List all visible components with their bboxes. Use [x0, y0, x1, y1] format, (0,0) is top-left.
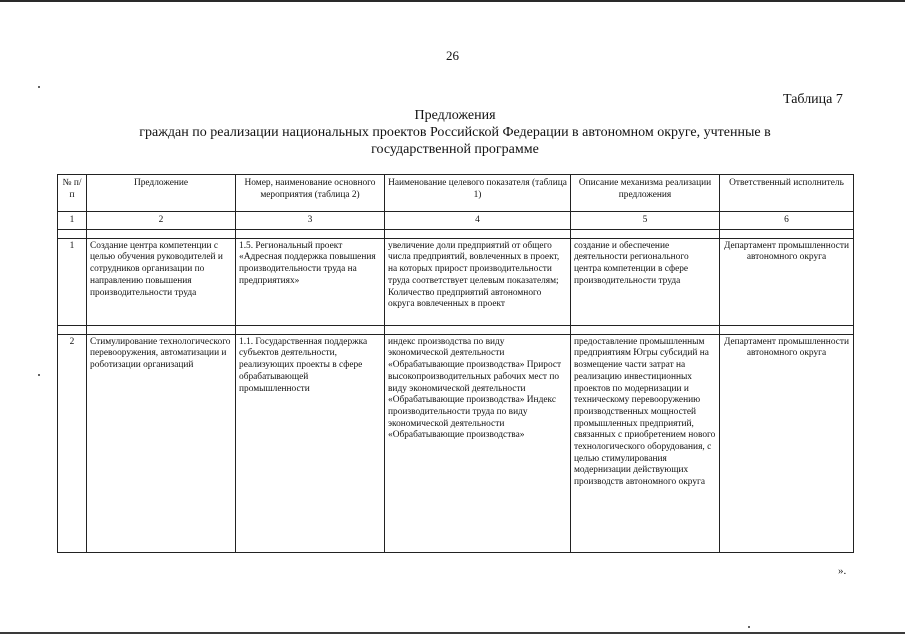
executor-cell: Департамент промышленности автономного округа	[720, 334, 854, 552]
row-number: 1	[58, 238, 87, 325]
activity-cell: 1.1. Государственная поддержка субъектов деятельности, реализующих проекты в сфере обрабатывающей промышленности	[236, 334, 385, 552]
column-number-row	[58, 212, 854, 230]
indicator-cell: увеличение доли предприятий от общего числа предприятий, вовлеченных в проект, на которых прирост производительности труда соответствует целевым показателям; Количество предприятий автономного округа вовлеченных в проект	[385, 238, 571, 325]
header-cell-number: № п/п	[58, 175, 87, 212]
header-cell-indicator: Наименование целевого показателя (таблица 1)	[385, 175, 571, 212]
column-number: 1	[58, 212, 87, 230]
document-heading	[95, 107, 815, 158]
column-number: 5	[571, 212, 720, 230]
scan-speck	[38, 374, 40, 376]
executor-cell: Департамент промышленности автономного округа	[720, 238, 854, 325]
table-row	[58, 334, 854, 552]
column-number: 4	[385, 212, 571, 230]
column-number: 2	[87, 212, 236, 230]
indicator-cell: индекс производства по виду экономической деятельности «Обрабатывающие производства» Прирост высокопроизводительных рабочих мест по виду экономической деятельности «Обрабатывающие производства» Индекс производительности труда по виду экономической деятельности «Обрабатывающие производства»	[385, 334, 571, 552]
page-number: 26	[446, 48, 459, 63]
row-separator	[58, 229, 854, 238]
header-cell-proposal: Предложение	[87, 175, 236, 212]
row-number: 2	[58, 334, 87, 552]
header-cell-executor: Ответственный исполнитель	[720, 175, 854, 212]
header-cell-mechanism: Описание механизма реализации предложения	[571, 175, 720, 212]
proposal-cell: Стимулирование технологического перевооружения, автоматизации и роботизации организаций	[87, 334, 236, 552]
proposals-table	[57, 174, 854, 553]
heading-line-2: граждан по реализации национальных проектов Российской Федерации в автономном округе, учтенные в	[139, 125, 771, 140]
activity-cell: 1.5. Региональный проект «Адресная поддержка повышения производительности труда на предприятиях»	[236, 238, 385, 325]
mechanism-cell: предоставление промышленным предприятиям Югры субсидий на возмещение части затрат на реализацию инвестиционных проектов по модернизации и техническому перевооружению производственных мощностей промышленных предприятий, связанных с приобретением нового технологического оборудования, с целью стимулирования модернизации действующих производств автономного округа	[571, 334, 720, 552]
mechanism-cell: создание и обеспечение деятельности регионального центра компетенции в сфере производительности труда	[571, 238, 720, 325]
column-number: 3	[236, 212, 385, 230]
scan-speck	[38, 86, 40, 88]
scan-top-edge	[0, 0, 905, 2]
table-row	[58, 238, 854, 325]
row-separator	[58, 325, 854, 334]
heading-line-1: Предложения	[414, 108, 496, 123]
heading-line-3: государственной программе	[371, 142, 539, 157]
header-cell-activity: Номер, наименование основного мероприятия (таблица 2)	[236, 175, 385, 212]
scan-speck	[748, 626, 750, 628]
column-number: 6	[720, 212, 854, 230]
table-label: Таблица 7	[783, 92, 843, 107]
proposal-cell: Создание центра компетенции с целью обучения руководителей и сотрудников организации по направлению повышения производительности труда	[87, 238, 236, 325]
scan-bottom-edge	[0, 632, 905, 634]
table-header-row	[58, 175, 854, 212]
closing-quote-mark: ».	[838, 565, 847, 577]
